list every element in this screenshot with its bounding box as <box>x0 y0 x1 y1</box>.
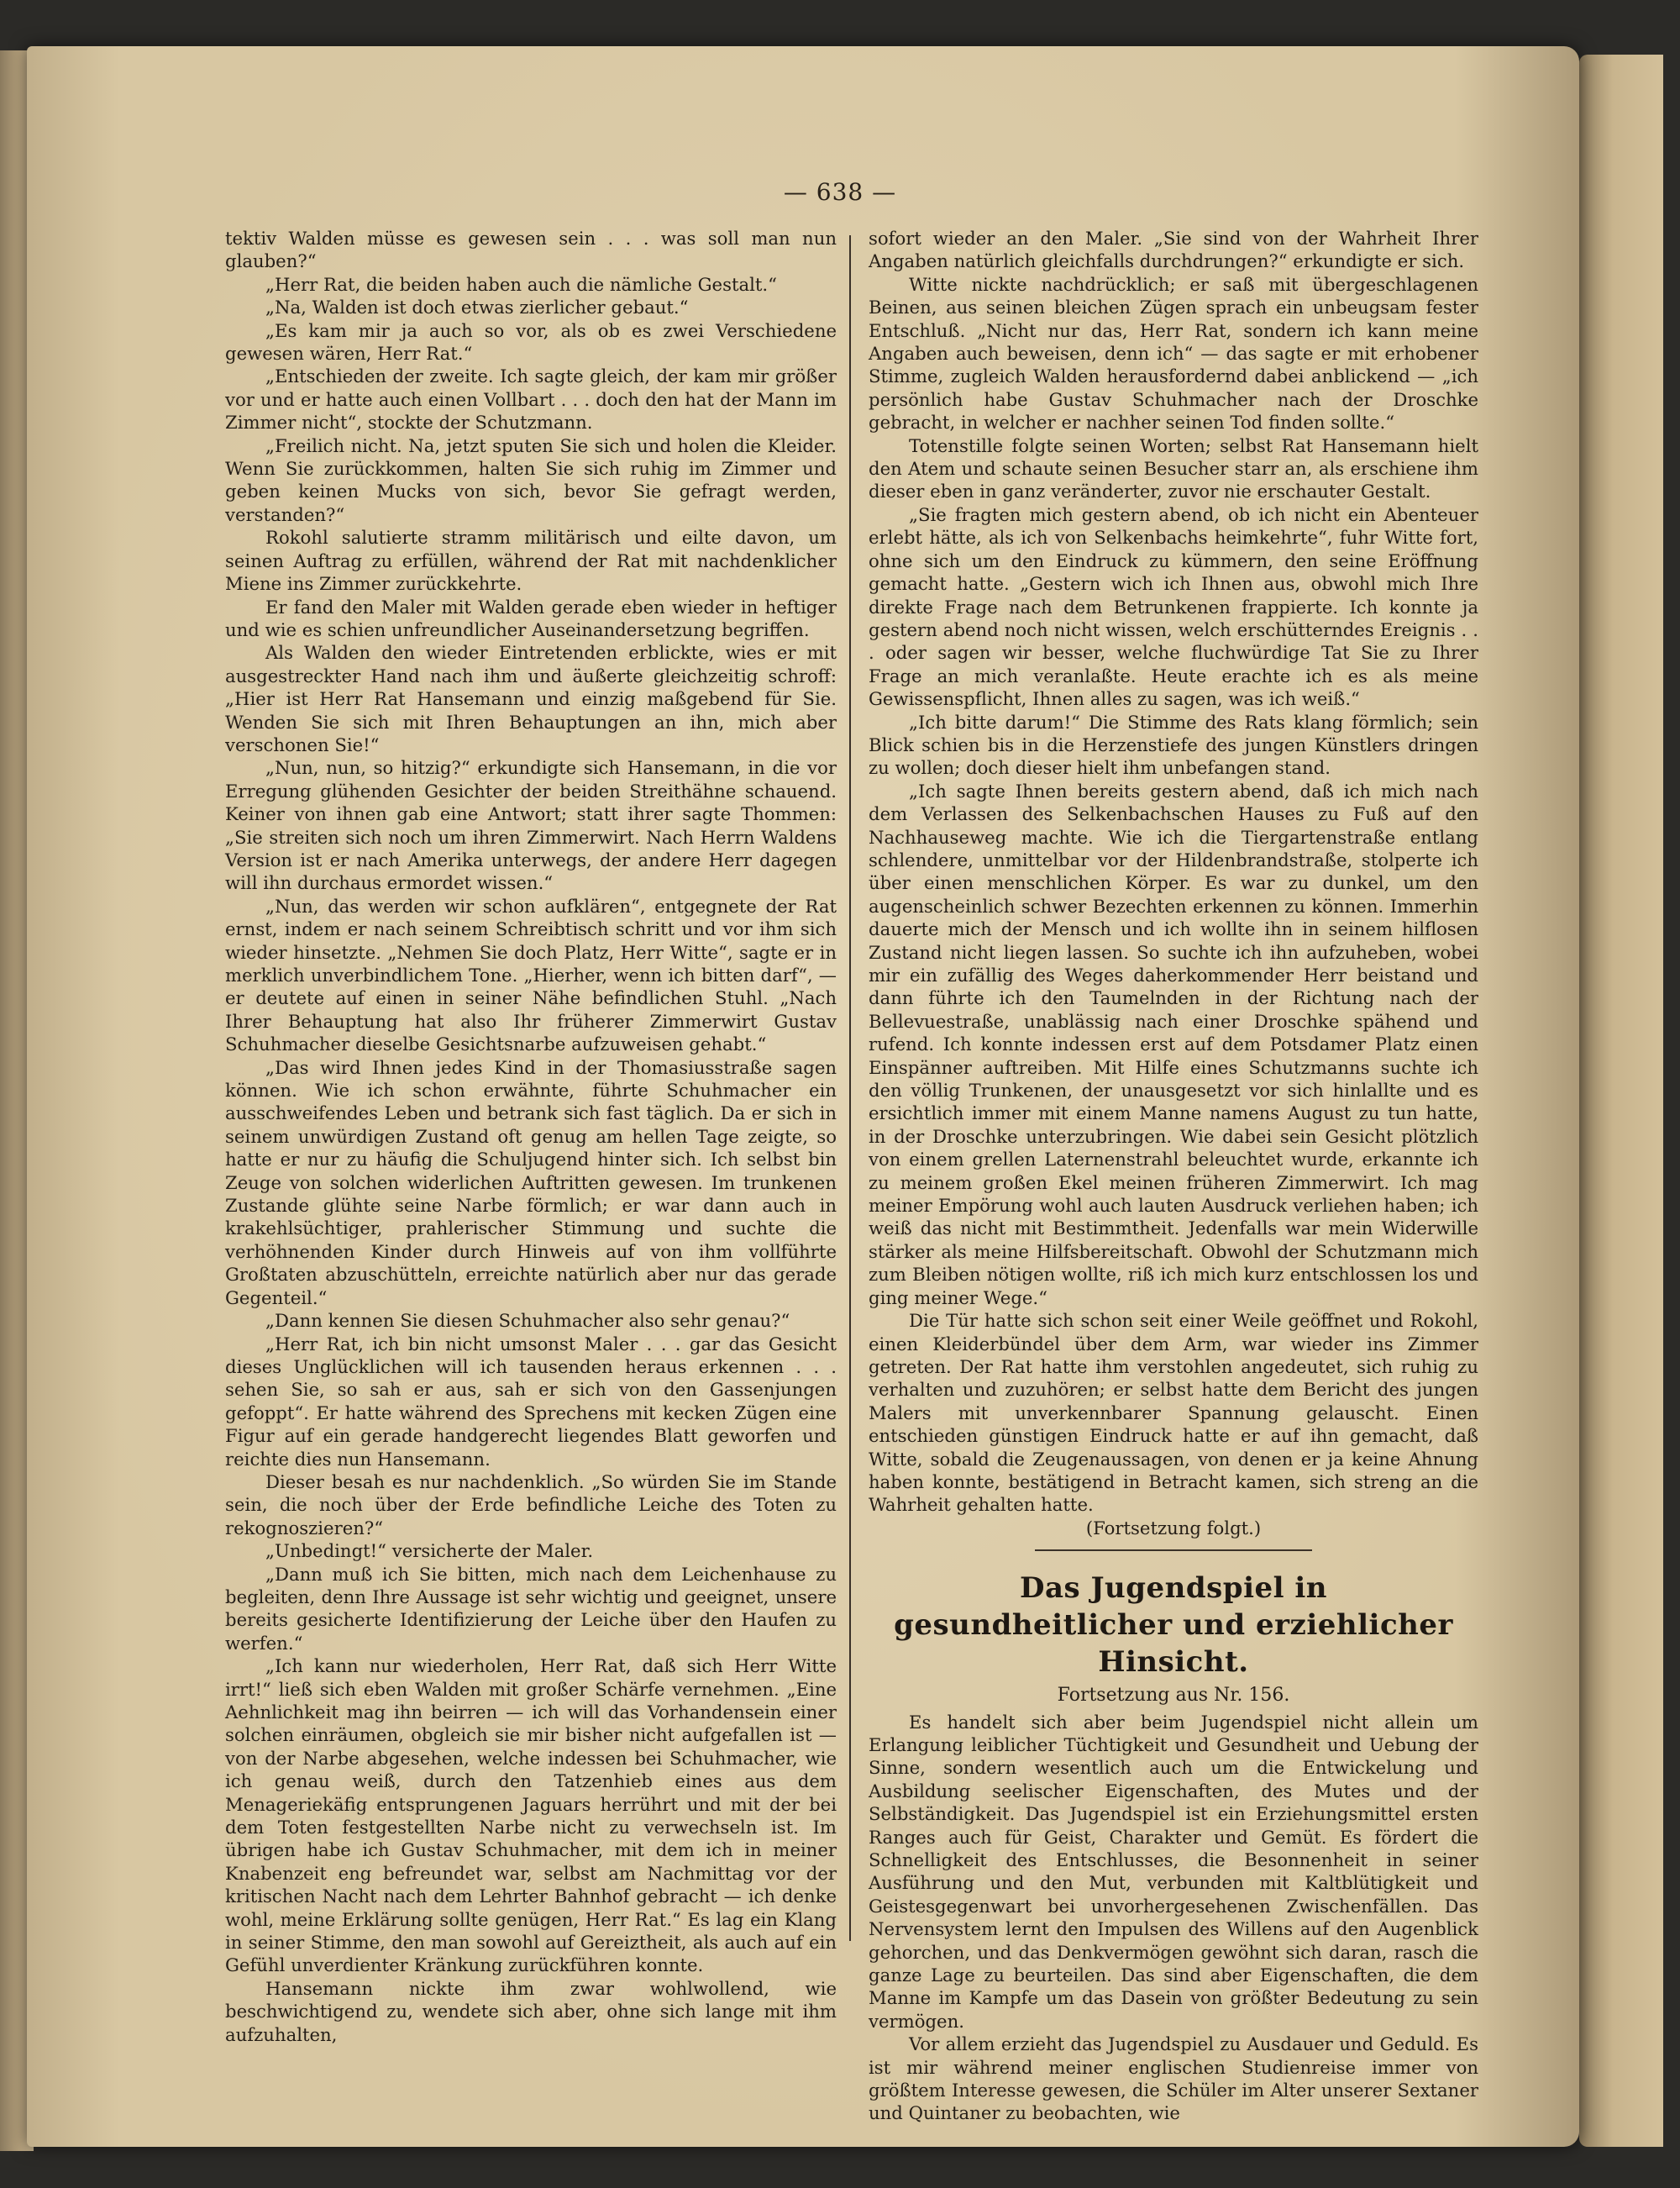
paragraph: tektiv Walden müsse es gewesen sein . . . was soll man nun glauben?“ <box>225 228 837 272</box>
paragraph: Als Walden den wieder Eintretenden erblickte, wies er mit ausgestreckter Hand nach ihm und äußerte gleichzeitig schroff: „Hier ist Herr Rat Hansemann und einzig maßgebend für Sie. Wenden Sie sich mit Ihren Behauptungen an ihn, mich aber verschonen Sie!“ <box>225 642 837 755</box>
paragraph: „Herr Rat, ich bin nicht umsonst Maler . . . gar das Gesicht dieses Unglücklichen will ich tausenden heraus erkennen . . . sehen Sie, so sah er aus, sah er sich von den Gassenjungen gefoppt“. Er hatte während des Sprechens mit kecken Zügen eine Figur auf ein gerade handgerecht liegendes Blatt geworfen und reichte dies nun Hansemann. <box>225 1333 837 1470</box>
left-column <box>225 227 837 2046</box>
paragraph: „Ich bitte darum!“ Die Stimme des Rats klang förmlich; sein Blick schien bis in die Herzenstiefe des jungen Künstlers dringen zu wollen; doch dieser hielt ihm unbefangen stand. <box>869 711 1478 779</box>
paragraph: Totenstille folgte seinen Worten; selbst Rat Hansemann hielt den Atem und schaute seinen Besucher starr an, als erschiene ihm dieser eben in ganz veränderter, zuvor nie erschauter Gestalt. <box>869 434 1478 502</box>
column-divider <box>849 235 851 1941</box>
paragraph: Witte nickte nachdrücklich; er saß mit übergeschlagenen Beinen, aus seinen bleichen Zügen sprach ein unbeugsam fester Entschluß. „Nicht nur das, Herr Rat, sondern ich kann meine Angaben auch beweisen, denn ich“ — das sagte er mit erhobener Stimme, zugleich Walden herausfordernd dabei anblickend — „ich persönlich habe Gustav Schuhmacher nach der Droschke gebracht, in welcher er nachher seinen Tod finden sollte.“ <box>869 273 1478 434</box>
paragraph: Er fand den Maler mit Walden gerade eben wieder in heftiger und wie es schien unfreundlicher Auseinandersetzung begriffen. <box>225 596 837 640</box>
paragraph: „Dann kennen Sie diesen Schuhmacher also sehr genau?“ <box>265 1310 790 1332</box>
paragraph: „Herr Rat, die beiden haben auch die nämliche Gestalt.“ <box>265 273 777 295</box>
paragraph: Hansemann nickte ihm zwar wohlwollend, wie beschwichtigend zu, wendete sich aber, ohne sich lange mit ihm aufzuhalten, <box>225 1977 837 2045</box>
paragraph: Rokohl salutierte stramm militärisch und eilte davon, um seinen Auftrag zu erfüllen, während der Rat mit nachdenklicher Miene ins Zimmer zurückkehrte. <box>225 527 837 595</box>
page-number: — 638 — <box>783 178 897 206</box>
next-page-edge <box>1579 55 1663 2147</box>
paragraph: „Dann muß ich Sie bitten, mich nach dem Leichenhause zu begleiten, denn Ihre Aussage ist sehr wichtig und geeignet, unsere bereits gesicherte Identifizierung der Leiche über den Haufen zu werfen.“ <box>225 1563 837 1654</box>
paragraph: Dieser besah es nur nachdenklich. „So würden Sie im Stande sein, die noch über der Erde befindliche Leiche des Toten zu rekognoszieren?“ <box>225 1470 837 1538</box>
continuation-note: (Fortsetzung folgt.) <box>1085 1517 1262 1538</box>
paragraph: „Sie fragten mich gestern abend, ob ich nicht ein Abenteuer erlebt hätte, als ich von Selkenbachs heimkehrte“, fuhr Witte fort, ohne sich um den Eindruck zu kümmern, den seine Eröffnung gemacht hatte. „Gestern wich ich Ihnen aus, obwohl mich Ihre direkte Frage nach dem Betrunkenen frappierte. Ich konnte ja gestern abend noch nicht wissen, welch erschütterndes Ereignis . . . oder sagen wir besser, welche fluchwürdige Tat Sie zu Ihrer Frage an mich veranlaßte. Heute erachte ich es als meine Gewissenspflicht, Ihnen alles zu sagen, was ich weiß.“ <box>869 503 1478 710</box>
section-divider <box>1035 1549 1312 1551</box>
paragraph: sofort wieder an den Maler. „Sie sind von der Wahrheit Ihrer Angaben natürlich gleichfalls durchdrungen?“ erkundigte er sich. <box>869 228 1478 272</box>
paragraph: Vor allem erzieht das Jugendspiel zu Ausdauer und Geduld. Es ist mir während meiner englischen Studienreise immer von größtem Interesse gewesen, die Schüler im Alter unserer Sextaner und Quintaner zu beobachten, wie <box>869 2033 1478 2124</box>
paragraph: „Ich kann nur wiederholen, Herr Rat, daß sich Herr Witte irrt!“ ließ sich eben Walden mit großer Schärfe vernehmen. „Eine Aehnlichkeit mag ihn beirren — ich will das Vorhandensein einer solchen einräumen, obgleich sie mir bisher nicht aufgefallen ist — von der Narbe abgesehen, welche indessen bei Schuhmacher, wie ich genau weiß, durch den Tatzenhieb eines aus dem Menageriekäfig entsprungenen Jaguars herrührt und mit der bei dem Toten festgestellten Narbe nicht zu verwechseln ist. Im übrigen habe ich Gustav Schuhmacher, mit dem ich in meiner Knabenzeit eng befreundet war, selbst am Nachmittag vor der kritischen Nacht nach dem Lehrter Bahnhof gebracht — ich denke wohl, meine Erklärung sollte genügen, Herr Rat.“ Es lag ein Klang in seiner Stimme, den man sowohl auf Gereiztheit, als auch auf ein Gefühl unverdienter Kränkung zurückführen konnte. <box>225 1655 837 1976</box>
paragraph: „Ich sagte Ihnen bereits gestern abend, daß ich mich nach dem Verlassen des Selkenbachschen Hauses zu Fuß auf den Nachhauseweg machte. Wie ich die Tiergartenstraße entlang schlendere, unmittelbar vor der Hildenbrandstraße, stolperte ich über einen menschlichen Körper. Es war zu dunkel, um den augenscheinlich schwer Bezechten erkennen zu können. Immerhin dauerte mich der Mensch und ich wollte ihn in seinem hilflosen Zustand nicht liegen lassen. So suchte ich ihn aufzuheben, wobei mir ein zufällig des Weges daherkommender Herr beistand und dann führte ich den Taumelnden in der Richtung nach der Bellevuestraße, unablässig nach einer Droschke spähend und rufend. Ich konnte indessen erst auf dem Potsdamer Platz einen Einspänner auftreiben. Mit Hilfe eines Schutzmanns suchte ich den völlig Trunkenen, der unausgesetzt vor sich hinlallte und es ersichtlich immer mit einem Manne namens August zu tun hatte, in der Droschke unterzubringen. Wie dabei sein Gesicht plötzlich von einem grellen Laternenstrahl beleuchtet wurde, erkannte ich zu meinem großen Ekel meinen früheren Zimmerwirt. Ich mag meiner Empörung wohl auch lauten Ausdruck verliehen haben; ich weiß das nicht mit Bestimmtheit. Jedenfalls war mein Widerwille stärker als meine Hilfsbereitschaft. Obwohl der Schutzmann mich zum Bleiben nötigen wollte, riß ich mich kurz entschlossen los und ging meiner Wege.“ <box>869 780 1478 1308</box>
paragraph: „Entschieden der zweite. Ich sagte gleich, der kam mir größer vor und er hatte auch einen Vollbart . . . doch den hat der Mann im Zimmer nicht“, stockte der Schutzmann. <box>225 366 837 434</box>
paragraph: „Nun, nun, so hitzig?“ erkundigte sich Hansemann, in die vor Erregung glühenden Gesichter der beiden Streithähne schauend. Keiner von ihnen gab eine Antwort; statt ihrer sagte Thommen: „Sie streiten sich noch um ihren Zimmerwirt. Nach Herrn Waldens Version ist er nach Amerika unterwegs, der andere Herr dagegen will ihn durchaus ermordet wissen.“ <box>225 757 837 894</box>
paragraph: „Das wird Ihnen jedes Kind in der Thomasiusstraße sagen können. Wie ich schon erwähnte, führte Schuhmacher ein ausschweifendes Leben und betrank sich fast täglich. Da er sich in seinem unwürdigen Zustand oft genug am hellen Tage zeigte, so hatte er nur zu häufig die Schuljugend hinter sich. Ich selbst bin Zeuge von solchen widerlichen Auftritten gewesen. Im trunkenen Zustande glühte seine Narbe förmlich; er war dann auch in krakehlsüchtiger, prahlerischer Stimmung und suchte die verhöhnenden Kinder durch Hinweis auf von ihm vollführte Großtaten abzuschütteln, erreichte natürlich aber nur das gerade Gegenteil.“ <box>225 1056 837 1308</box>
paragraph: „Na, Walden ist doch etwas zierlicher gebaut.“ <box>265 297 689 318</box>
article-title: Das Jugendspiel in gesundheitlicher und erziehlicher Hinsicht. <box>894 1571 1453 1680</box>
paragraph: „Unbedingt!“ versicherte der Maler. <box>265 1540 594 1562</box>
paragraph: „Nun, das werden wir schon aufklären“, entgegnete der Rat ernst, indem er nach seinem Schreibtisch schritt und vor ihm sich wieder hinsetzte. „Nehmen Sie doch Platz, Herr Witte“, sagte er in merklich unverbindlichem Tone. „Hierher, wenn ich bitten darf“, — er deutete auf einen in seiner Nähe befindlichen Stuhl. „Nach Ihrer Behauptung hat also Ihr früherer Zimmerwirt Gustav Schuhmacher dieselbe Gesichtsnarbe aufzuweisen gehabt.“ <box>225 895 837 1055</box>
paragraph: „Es kam mir ja auch so vor, als ob es zwei Verschiedene gewesen wären, Herr Rat.“ <box>225 319 837 365</box>
article-subtitle: Fortsetzung aus Nr. 156. <box>1057 1685 1290 1707</box>
paragraph: Es handelt sich aber beim Jugendspiel nicht allein um Erlangung leiblicher Tüchtigkeit und Gesundheit und Uebung der Sinne, sondern wesentlich auch um die Entwickelung und Ausbildung seelischer Eigenschaften, des Mutes und der Selbständigkeit. Das Jugendspiel ist ein Erziehungsmittel ersten Ranges auch für Geist, Charakter und Gemüt. Es fördert die Schnelligkeit des Entschlusses, die Besonnenheit in seiner Ausführung und den Mut, verbunden mit Kaltblütigkeit und Geistesgegenwart bei unvorhergesehenen Zwischenfällen. Das Nervensystem lernt den Impulsen des Willens auf den Augenblick gehorchen, und das Denkvermögen gewöhnt sich daran, rasch die ganze Lage zu beurteilen. Das sind aber Eigenschaften, die dem Manne im Kampfe um das Dasein von größter Bedeutung zu sein vermögen. <box>869 1711 1478 2032</box>
paragraph: „Freilich nicht. Na, jetzt sputen Sie sich und holen die Kleider. Wenn Sie zurückkommen, halten Sie sich ruhig im Zimmer und geben keinen Mucks von sich, bevor Sie gefragt werden, verstanden?“ <box>225 434 837 525</box>
paragraph: Die Tür hatte sich schon seit einer Weile geöffnet und Rokohl, einen Kleiderbündel über dem Arm, war wieder ins Zimmer getreten. Der Rat hatte ihm verstohlen angedeutet, sich ruhig zu verhalten und zuzuhören; er selbst hatte dem Bericht des jungen Malers mit unverkennbarer Spannung gelauscht. Einen entschieden günstigen Eindruck hatte er auf ihn gemacht, daß Witte, sobald die Zeugenaussagen, von denen er ja keine Ahnung haben konnte, bestätigend in Betracht kamen, sich streng an die Wahrheit gehalten hatte. <box>869 1310 1478 1516</box>
right-column <box>869 227 1478 2125</box>
